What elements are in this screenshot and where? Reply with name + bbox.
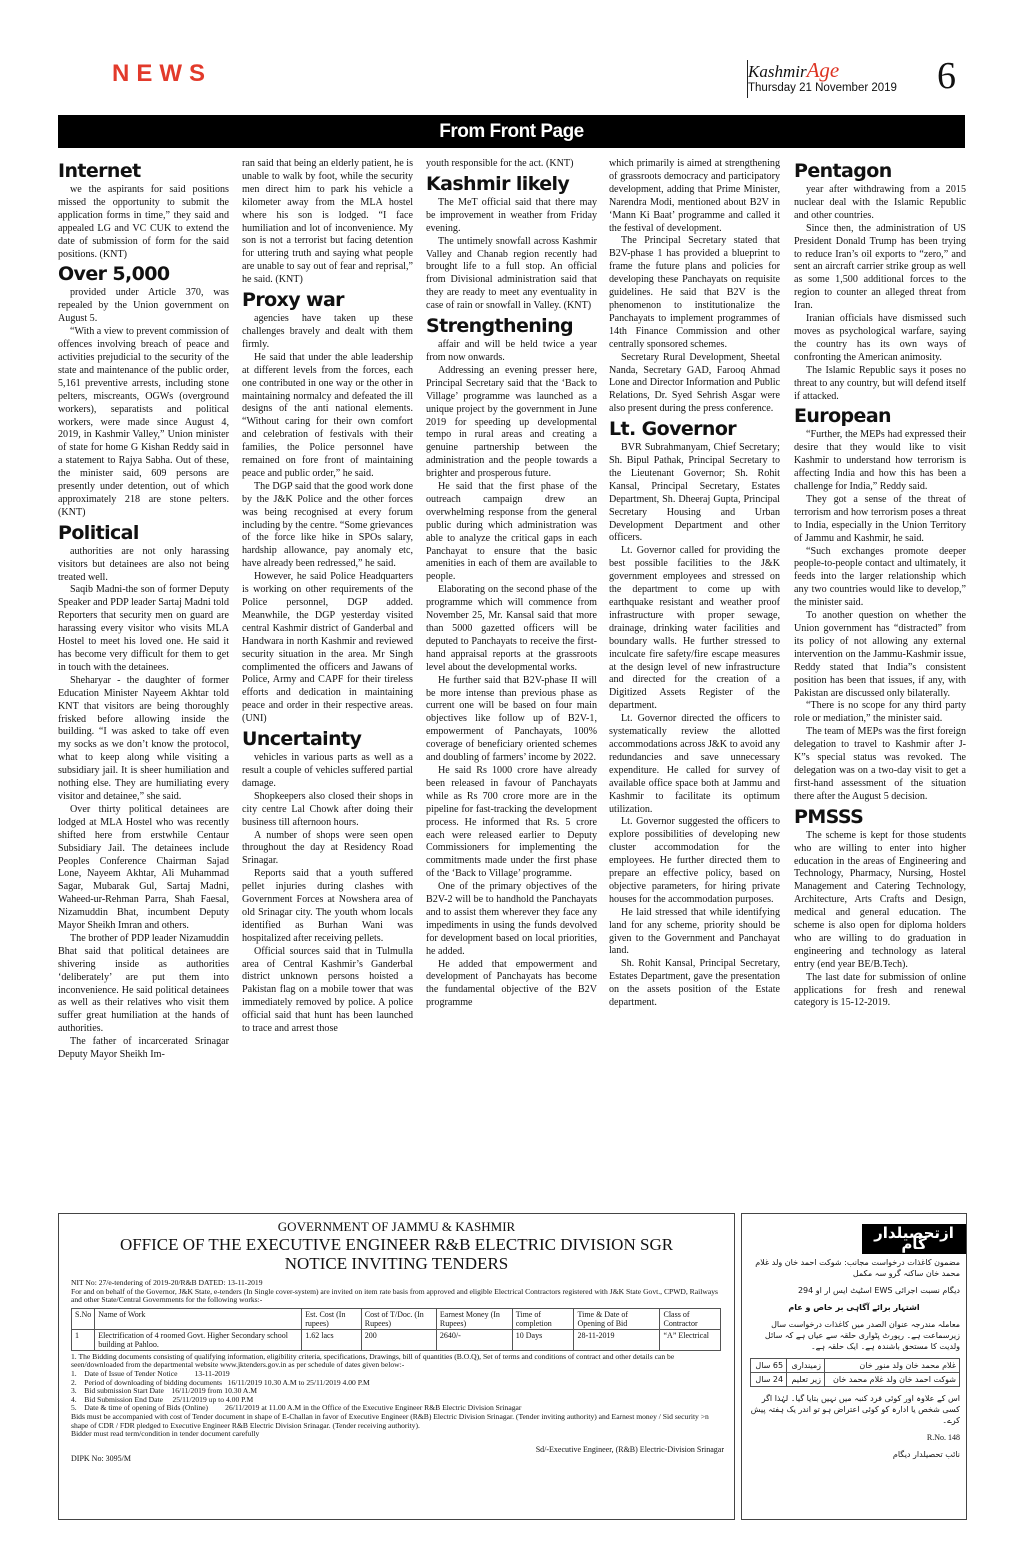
column-2 [242, 158, 413, 1188]
article-paragraph: The MeT official said that there may be improvement in weather from Friday evening. [426, 196, 597, 234]
tender-cell: Electrification of 4 roomed Govt. Higher Secondary school building at Pahloo. [95, 1329, 302, 1350]
page-number: 6 [937, 55, 956, 97]
tender-terms-2: Bids must be accompanied with cost of Tender document in shape of E-Challan in favor of Executive Engineer (R&B) Electric Division Srinagar. (Tender inviting authority) and Earnest money / Sid security >n shape of CDR / FDR pledged to Executive Engineer R&B Electric Division Srinagar. (Tender receiving authority). [71, 1411, 709, 1430]
tender-header-cell: Time of completion [512, 1308, 574, 1329]
brand-logo [748, 58, 908, 83]
urdu-body-3: معاملہ مندرجہ عنوان الصدر میں کاغذات درخواست سال زیرسماعت ہے۔ رپورٹ پٹواری حلقہ سے عیاں ہے کہ سائل ولدیت کا مستحق باشندہ ہے۔ ایک حلقہ ہے۔ [764, 1320, 960, 1351]
tender-dipk: DIPK No: 3095/M [71, 1453, 132, 1463]
article-paragraph: which primarily is aimed at strengthening of grassroots democracy and participatory development, adding that Prime Minister, Narendra Modi, mentioned about B2V in ‘Mann Ki Baat’ programme and called it the festival of development. [609, 158, 780, 234]
tender-schedule-item: 4. Bid Submission End Date 25/11/2019 up to 4.00 P.M [71, 1394, 254, 1404]
tender-schedule-item: 1. Date of Issue of Tender Notice 13-11-2019 [71, 1368, 230, 1378]
urdu-body-4: اس کے علاوہ اور کوئی فرد کنبہ میں نہیں بتایا گیا۔ لہٰذا اگر کسی شخص یا ادارہ کو کوئی اعتراض ہو تو اندر یک ہفتہ پیش کرے۔ [750, 1394, 960, 1425]
article-headline: Strengthening [426, 315, 574, 338]
article-headline: Lt. Governor [609, 418, 737, 441]
issue-date: Thursday 21 November 2019 [748, 82, 897, 94]
article-paragraph: The scheme is kept for those students who are willing to enter into higher education in the areas of Engineering and Technology, Pharmacy, Nursing, Hostel Management and Catering Technology, Architecture, Arts Crafts and Design, medical and general education. The scheme is also open for diploma holders who are willing to do graduation in engineering and technology as lateral entry (end year BE/B.Tech). [794, 829, 966, 970]
urdu-body-2: دیگام نسبت اجرائی EWS اسٹیٹ ایس ار او 294 [797, 1286, 960, 1295]
article-paragraph: Over thirty political detainees are lodged at MLA Hostel who was recently shifted here from erstwhile Centaur Subsidiary Jail. The detainees include Peoples Conference Chairman Sajad Lone, Nayeem Akhtar, Ali Muhammad Sagar, Mubarak Gul, Sartaj Madni, Waheed-ur-Rehman Parra, Shah Faesal, Nizamuddin Bhat, incumbent Deputy Mayor Sheikh Imran and others. [58, 803, 229, 932]
urdu-table-cell: 65 سال [751, 1359, 787, 1373]
article-paragraph: However, he said Police Headquarters is working on other requirements of the Police personnel, DGP added. Meanwhile, the DGP yesterday visited central Kashmir district of Ganderbal and Handwara in north Kashmir and reviewed security situation in the area. Mr Singh complimented the officers and Jawans of Police, Army and CAPF for their tireless efforts and dedication in maintaining peace and order in their respective areas. (UNI) [242, 571, 413, 725]
article-paragraph: The team of MEPs was the first foreign delegation to travel to Kashmir after J-K”s special status was revoked. The delegation was on a two-day visit to get a first-hand assessment of the situation there after the August 5 decision. [794, 726, 966, 802]
article-paragraph: youth responsible for the act. (KNT) [426, 158, 574, 169]
article-headline: Pentagon [794, 160, 892, 182]
tender-schedule-item: 3. Bid submission Start Date 16/11/2019 from 10.30 A.M [71, 1386, 257, 1396]
article-paragraph: The last date for submission of online applications for fresh and renewal category is 15-12-2019. [794, 971, 966, 1009]
article-paragraph: To another question on whether the Union government has “distracted” from its policy of not allowing any external intervention on the Jammu-Kashmir issue, Reddy stated that India”s consistent position has been that issues, if any, with Pakistan are discussed only bilaterally. [794, 610, 966, 699]
article-paragraph: The untimely snowfall across Kashmir Valley and Chanab region recently had brought life to a full stop. An official from Divisional administration said that they are ready to meet any eventuality in case of rain or snowfall in Valley. (KNT) [426, 235, 597, 312]
urdu-table-cell: زیر تعلیم [787, 1373, 825, 1387]
urdu-body-1: مضمون کاغذات درخواست مجانب: شوکت احمد خان ولد غلام محمد خان ساکنہ گرو سہ مکمل [755, 1258, 960, 1278]
tender-intro: For and on behalf of the Governor, J&K State, e-tenders (In Single cover-system) are invited on item rate basis from approved and eligible Electrical Contractors registered with J&K State Govt., CPWD, Railways and other State/Central Governments for the following works:- [71, 1286, 718, 1305]
article-paragraph: He laid stressed that while identifying land for any scheme, priority should be given to the Government and Panchayat land. [609, 906, 780, 957]
urdu-title: اشتہار برائے آگاہی بر خاص و عام [788, 1303, 920, 1312]
article-paragraph: Addressing an evening presser here, Principal Secretary said that the ‘Back to Village’ programme was launched as a unique project by the government in June 2019 for speeding up developmental tempo in rural areas and creating a genuine partnership between the administration and the people towards a brighter and prosperous future. [426, 364, 597, 480]
tender-schedule-item: 5. Date & time of opening of Bids (Online) 26/11/2019 at 11.00 A.M in the Office of the Executive Engineer R&B Electric Division Srinagar [71, 1403, 522, 1413]
tender-header-cell: Time & Date of Opening of Bid [574, 1308, 660, 1329]
column-3 [426, 158, 597, 1188]
article-headline: Over 5,000 [58, 263, 170, 286]
column-4 [609, 158, 780, 1188]
article-paragraph: The brother of PDP leader Nizamuddin Bhat said that political detainees are shivering inside as authorities ‘deliberately’ are put them into inconvenience. He said political detainees as well as their relatives who visit them suffer great humiliation at the hands of authorities. [58, 932, 229, 1035]
tender-cell: 10 Days [512, 1329, 574, 1350]
tender-nit: NIT No: 27/e-tendering of 2019-20/R&B DATED: 13-11-2019 [71, 1278, 263, 1287]
urdu-footer: نائب تحصیلدار دیگام [892, 1450, 960, 1459]
article-paragraph: Sh. Rohit Kansal, Principal Secretary, Estates Department, gave the presentation on the assets position of the Estate department. [609, 958, 780, 1009]
urdu-table-cell: 24 سال [751, 1373, 787, 1387]
tender-table-row [72, 1329, 721, 1350]
article-paragraph: He said that the first phase of the outreach campaign drew an overwhelming response from the general public during which administration was able to analyze the critical gaps in each Panchayat to ensure that the basic amenities in each of them are available to people. [426, 481, 597, 583]
article-paragraph: provided under Article 370, was repealed by the Union government on August 5. [58, 287, 229, 325]
article-paragraph: The Principal Secretary stated that B2V-phase 1 has provided a blueprint to frame the future plans and policies for developing these Panchayats on requisite guidelines. He said that B2V is the phenomenon to institutionalize the Panchayats to implement programmes of 14th Finance Commission and other centrally sponsored schemes. [609, 235, 780, 350]
article-paragraph: Sheharyar - the daughter of former Education Minister Nayeem Akhtar told KNT that visitors are being thoroughly frisked before allowing inside the building. “I was asked to take off even my socks as we don’t know the protocol, what to keep along while visiting a subsidiary jail. It is sheer humiliation and nothing else. They are humiliating every visitor and detainee,” she said. [58, 674, 229, 802]
brand [748, 58, 908, 94]
tender-schedule [71, 1370, 722, 1413]
column-1 [58, 158, 229, 1188]
tender-header-cell: S.No [72, 1308, 95, 1329]
article-paragraph: we the aspirants for said positions missed the opportunity to submit the application forms in time,” they said and appealed LG and VC CUK to extend the date of submission of form for the said positions. (KNT) [58, 184, 229, 260]
urdu-table-cell: غلام محمد خان ولد منور خان [825, 1359, 960, 1373]
article-headline: Political [58, 521, 139, 544]
article-paragraph: He added that empowerment and development of Panchayats has become the fundamental objective of the B2V programme [426, 958, 597, 1009]
tender-header-cell: Name of Work [95, 1308, 302, 1329]
tender-title: NOTICE INVITING TENDERS [284, 1254, 509, 1273]
article-paragraph: Lt. Governor called for providing the best possible facilities to the J&K government employees and stressed on the department to come up with earthquake resistant and weather proof infrastructure with proper sewage, drainage, drinking water facilities and boundary walls. He further stressed to inculcate fire safety/fire escape measures at the design level of new infrastructure and directed for the creation of a Digitized Assets Register of the department. [609, 545, 780, 712]
urdu-table-row [751, 1373, 960, 1387]
article-paragraph: He said Rs 1000 crore have already been released in favour of Panchayats while as Rs 700 crore more are in the pipeline for fast-tracking the development process. He informed that Rs. 5 crore each were released earlier to Deputy Commissioners for implementing the commitments made under the first phase of the ‘Back to Village’ programme. [426, 764, 597, 880]
article-paragraph: They got a sense of the threat of terrorism and how terrorism poses a threat to India, especially in the Union Territory of Jammu and Kashmir, he said. [794, 493, 966, 544]
tender-notice [58, 1213, 735, 1520]
tender-table [71, 1308, 721, 1351]
article-headline: European [794, 405, 891, 428]
tender-terms-3: Bidder must read term/condition in tender document carefully [71, 1429, 260, 1439]
article-paragraph: Elaborating on the second phase of the programme which will commence from November 25, Mr. Kansal said that more than 5000 gazetted officers will be deputed to Panchayats to receive the first-hand appraisal reports at the grassroots level about the developmental works. [426, 584, 597, 673]
article-paragraph: Shopkeepers also closed their shops in city centre Lal Chowk after doing their business till afternoon hours. [242, 790, 413, 828]
article-paragraph: ran said that being an elderly patient, he is unable to walk by foot, while the security men direct him to park his vehicle a kilometer away from the MLA hostel where his son is lodged. “I face humiliation and lot of inconvenience. My son is not a terrorist but facing detention for uttering truth and saying what people are unable to say out of fear and reprisal,” he said. (KNT) [242, 158, 413, 286]
tender-terms: 1. The Bidding documents consisting of qualifying information, eligibility criteria, specifications, Drawings, bill of quantities (B.O.Q), Set of terms and conditions of contract and other details can be seen/downloaded from the departmental website www.jktenders.gov.in as per schedule of dates given below:- [71, 1351, 675, 1370]
article-paragraph: “With a view to prevent commission of offences involving breach of peace and activities prejudicial to the security of the state and maintenance of the public order, 5,161 preventive arrests, including stone pelters, miscreants, OGWs (overground workers), separatists and political workers, were made since August 4, 2019, in Kashmir Valley,” Union minister of state for home G Kishan Reddy said in a statement to Rajya Sabha. Out of these, the minister said, 609 persons are presently under detention, out of which approximately 218 are stone pelters. (KNT) [58, 326, 229, 518]
article-paragraph: Since then, the administration of US President Donald Trump has been trying to reduce Iran’s oil exports to “zero,” and sent an aircraft carrier strike group as well as some 1,500 additional forces to the region to counter an alleged threat from Iran. [794, 222, 966, 312]
urdu-table-cell: شوکت احمد خان ولد غلام محمد خان [825, 1373, 960, 1387]
tender-table-header [72, 1308, 721, 1329]
article-paragraph: Saqib Madni-the son of former Deputy Speaker and PDP leader Sartaj Madni told Reporters that security men on guard are harassing every visitor who visits MLA Hostel to meet his loved one. He said it has become very difficult for them to get in touch with the detainees. [58, 584, 229, 673]
tender-cell: 1 [72, 1329, 95, 1350]
article-headline: Kashmir likely [426, 172, 570, 195]
tender-cell: 2640/- [436, 1329, 512, 1350]
tender-schedule-item: 2. Period of downloading of bidding documents 16/11/2019 10.30 A.M to 25/11/2019 4.00 P.M [71, 1377, 370, 1387]
masthead [0, 0, 1024, 110]
article-paragraph: Lt. Governor suggested the officers to explore possibilities of developing new cluster accommodation for the employees. He further directed them to prepare an effective policy, based on objective parameters, for hiring private houses for the accommodation purposes. [609, 816, 780, 905]
article-paragraph: affair and will be held twice a year from now onwards. [426, 339, 597, 363]
urdu-table-row [751, 1359, 960, 1373]
article-headline: PMSSS [794, 805, 864, 828]
tender-cell: 200 [361, 1329, 436, 1350]
article-paragraph: Lt. Governor directed the officers to systematically review the allotted accommodations across J&K to avoid any redundancies and save unnecessary expenditure. He called for survey of available office space both at Jammu and Kashmir to facilitate its optimum utilization. [609, 713, 780, 815]
tender-signature: Sd/-Executive Engineer, (R&B) Electric-Division Srinagar [535, 1444, 724, 1454]
article-paragraph: The DGP said that the good work done by the J&K Police and the other forces was being recognised at every forum including by the centre. “Some grievances of the force like hike in SPOs salary, hardship allowance, pay anomaly etc, have already been redressed,” he said. [242, 480, 413, 570]
article-paragraph: Secretary Rural Development, Sheetal Nanda, Secretary GAD, Farooq Ahmad Lone and Director Information and Public Relations, Dr. Syed Sehrish Asgar were also present during the press conference. [609, 351, 780, 415]
tender-cell: 28-11-2019 [574, 1329, 660, 1350]
article-paragraph: Reports said that a youth suffered pellet injuries during clashes with Government Forces at Nowshera area of old Srinagar city. The youth whom locals identified as Burhan Wani was hospitalized after receiving pellets. [242, 868, 413, 944]
tender-cell: 1.62 lacs [302, 1329, 362, 1350]
tender-header-cell: Est. Cost (In rupees) [302, 1308, 362, 1329]
article-paragraph: The father of incarcerated Srinagar Deputy Mayor Sheikh Im- [58, 1036, 229, 1061]
tender-header-cell: Class of Contractor [660, 1308, 721, 1329]
article-paragraph: He said that under the able leadership at different levels from the forces, each one contributed in one way or the other in maintaining normalcy and defeated the ill designs of the anti national elements. “Without caring for their own comfort and celebration of festivals with their families, the Police personnel have remained on fore front of maintaining peace and public order,” he said. [242, 351, 413, 479]
tender-cell: “A” Electrical [660, 1329, 721, 1350]
urdu-rno: R.No. 148 [926, 1433, 960, 1442]
article-paragraph: “Further, the MEPs had expressed their desire that they would like to visit Kashmir to understand how terrorism is affecting India and how this has been a challenge for India,” Reddy said. [794, 429, 966, 493]
article-paragraph: One of the primary objectives of the B2V-2 will be to handhold the Panchayats and to assist them wherever they face any impediments in using the funds devolved for development based on local priorities, he added. [426, 881, 597, 957]
article-paragraph: vehicles in various parts as well as a result a couple of vehicles suffered partial damage. [242, 752, 413, 789]
tender-header-cell: Earnest Money (In Rupees) [436, 1308, 512, 1329]
urdu-table [750, 1358, 960, 1387]
article-paragraph: The Islamic Republic says it poses no threat to any country, but will defend itself if attacked. [794, 364, 966, 402]
article-paragraph: A number of shops were seen open throughout the day at Residency Road Srinagar. [242, 829, 413, 867]
article-paragraph: Official sources said that in Tulmulla area of Central Kashmir’s Ganderbal district unknown persons hoisted a Pakistan flag on a mobile tower that was immediately removed by police. A police official said that hunt has been launched to trace and arrest those [242, 945, 413, 1035]
article-paragraph: “Such exchanges promote deeper people-to-people contact and ultimately, it feeds into the larger relationship which any two countries would like to develop,” the minister said. [794, 545, 966, 609]
article-paragraph: BVR Subrahmanyam, Chief Secretary; Sh. Bipul Pathak, Principal Secretary to the Lieutenant Governor; Sh. Rohit Kansal, Principal Secretary, Estates Department, Sh. Dheeraj Gupta, Principal Secretary Housing and Urban Development Department and other officers. [609, 442, 780, 544]
article-paragraph: authorities are not only harassing visitors but detainees are also not being treated well. [58, 545, 229, 583]
article-columns [58, 158, 966, 1188]
article-paragraph: Iranian officials have dismissed such moves as psychological warfare, saying the country has its own ways of confronting the American animosity. [794, 313, 966, 363]
urdu-notice [741, 1213, 967, 1520]
section-bar: From Front Page [58, 115, 965, 148]
section-label: NEWS [112, 60, 212, 87]
article-paragraph: year after withdrawing from a 2015 nuclear deal with the Islamic Republic and other countries. [794, 184, 966, 221]
article-paragraph: agencies have taken up these challenges bravely and dealt with them firmly. [242, 313, 413, 350]
article-headline: Proxy war [242, 289, 344, 312]
tender-government: GOVERNMENT OF JAMMU & KASHMIR [277, 1219, 516, 1234]
brand-accent: Age [806, 58, 840, 82]
article-headline: Internet [58, 160, 141, 182]
urdu-header: ازتحصیلدار گام [862, 1224, 966, 1254]
urdu-table-cell: زمینداری [787, 1359, 825, 1373]
brand-main: Kashmir [748, 62, 807, 81]
tender-office: OFFICE OF THE EXECUTIVE ENGINEER R&B ELECTRIC DIVISION SGR [119, 1235, 674, 1254]
column-5 [794, 158, 966, 1188]
article-paragraph: “There is no scope for any third party role or mediation,” the minister said. [794, 700, 966, 725]
article-paragraph: He further said that B2V-phase II will be more intense than previous phase as current one will be based on four main objectives like follow up of B2V-1, empowerment of Panchayats, 100% coverage of beneficiary oriented schemes and doubling of farmers’ income by 2022. [426, 674, 597, 764]
article-headline: Uncertainty [242, 728, 362, 751]
tender-header-cell: Cost of T/Doc. (In Rupees) [361, 1308, 436, 1329]
